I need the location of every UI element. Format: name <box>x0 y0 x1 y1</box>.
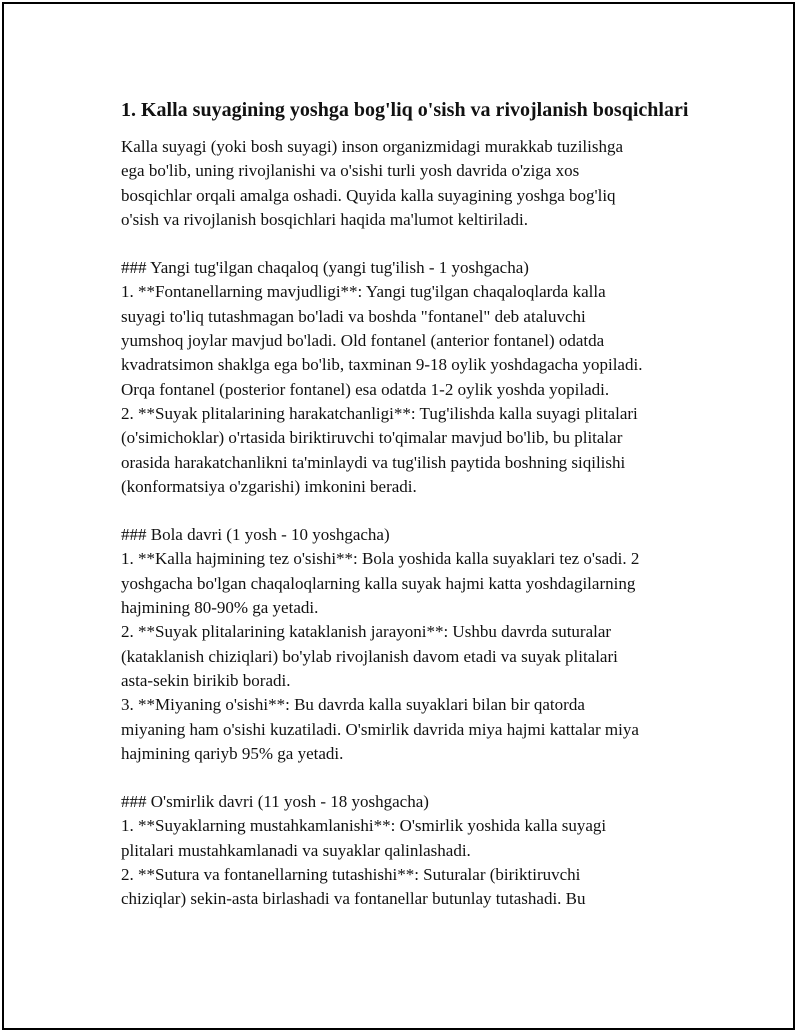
section-spacer <box>121 766 701 790</box>
section-text: 1. **Suyaklarning mustahkamlanishi**: O'smirlik yoshida kalla suyagi plitalari mustahkamlanadi va suyaklar qalinlashadi. 2. **Sutura va fontanellarning tutashishi**: Suturalar (biriktiruvchi chiziqlar) sekin-asta birlashadi va fontanellar butunlay tutashadi. Bu <box>121 816 607 909</box>
section-heading: ### Bola davri (1 yosh - 10 yoshgacha) <box>121 525 390 545</box>
document-title: 1. Kalla suyagining yoshga bog'liq o'sish va rivojlanish bosqichlari <box>121 99 689 121</box>
intro-paragraph: Kalla suyagi (yoki bosh suyagi) inson organizmidagi murakkab tuzilishga ega bo'lib, uning rivojlanishi va o'sishi turli yosh davrida o'ziga xos bosqichlar orqali amalga oshadi. Quyida kalla suyagining yoshga bog'liq o'sish va rivojlanish bosqichlari haqida ma'lumot keltiriladi. <box>121 137 624 229</box>
page-frame <box>2 2 795 1030</box>
section-text: 1. **Kalla hajmining tez o'sishi**: Bola yoshida kalla suyaklari tez o'sadi. 2 yoshgacha bo'lgan chaqaloqlarning kalla suyak hajmi katta yoshdagilarning hajmining 80-90% ga yetadi. 2. **Suyak plitalarining kataklanish jarayoni**: Ushbu davrda suturalar (kataklanish chiziqlari) bo'ylab rivojlanish davom etadi va suyak plitalari asta-sekin birikib boradi. 3. **Miyaning o'sishi**: Bu davrda kalla suyaklari bilan bir qatorda miyaning ham o'sishi kuzatiladi. O'smirlik davrida miya hajmi kattalar miya hajmining qariyb 95% ga yetadi. <box>121 549 640 763</box>
section-newborn <box>121 256 701 499</box>
document-body <box>121 97 701 912</box>
section-adolescence <box>121 790 701 911</box>
section-heading: ### O'smirlik davri (11 yosh - 18 yoshgacha) <box>121 792 429 812</box>
section-spacer <box>121 499 701 523</box>
section-spacer <box>121 232 701 256</box>
section-text: 1. **Fontanellarning mavjudligi**: Yangi tug'ilgan chaqaloqlarda kalla suyagi to'liq tutashmagan bo'ladi va boshda "fontanel" deb ataluvchi yumshoq joylar mavjud bo'ladi. Old fontanel (anterior fontanel) odatda kvadratsimon shaklga ega bo'lib, taxminan 9-18 oylik yoshdagacha yopiladi. Orqa fontanel (posterior fontanel) esa odatda 1-2 oylik yoshda yopiladi. 2. **Suyak plitalarining harakatchanligi**: Tug'ilishda kalla suyagi plitalari (o'simichoklar) o'rtasida biriktiruvchi to'qimalar mavjud bo'lib, bu plitalar orasida harakatchanlikni ta'minlaydi va tug'ilish paytida boshning siqilishi (konformatsiya o'zgarishi) imkonini beradi. <box>121 282 643 496</box>
section-heading: ### Yangi tug'ilgan chaqaloq (yangi tug'ilish - 1 yoshgacha) <box>121 258 529 278</box>
section-childhood <box>121 523 701 766</box>
